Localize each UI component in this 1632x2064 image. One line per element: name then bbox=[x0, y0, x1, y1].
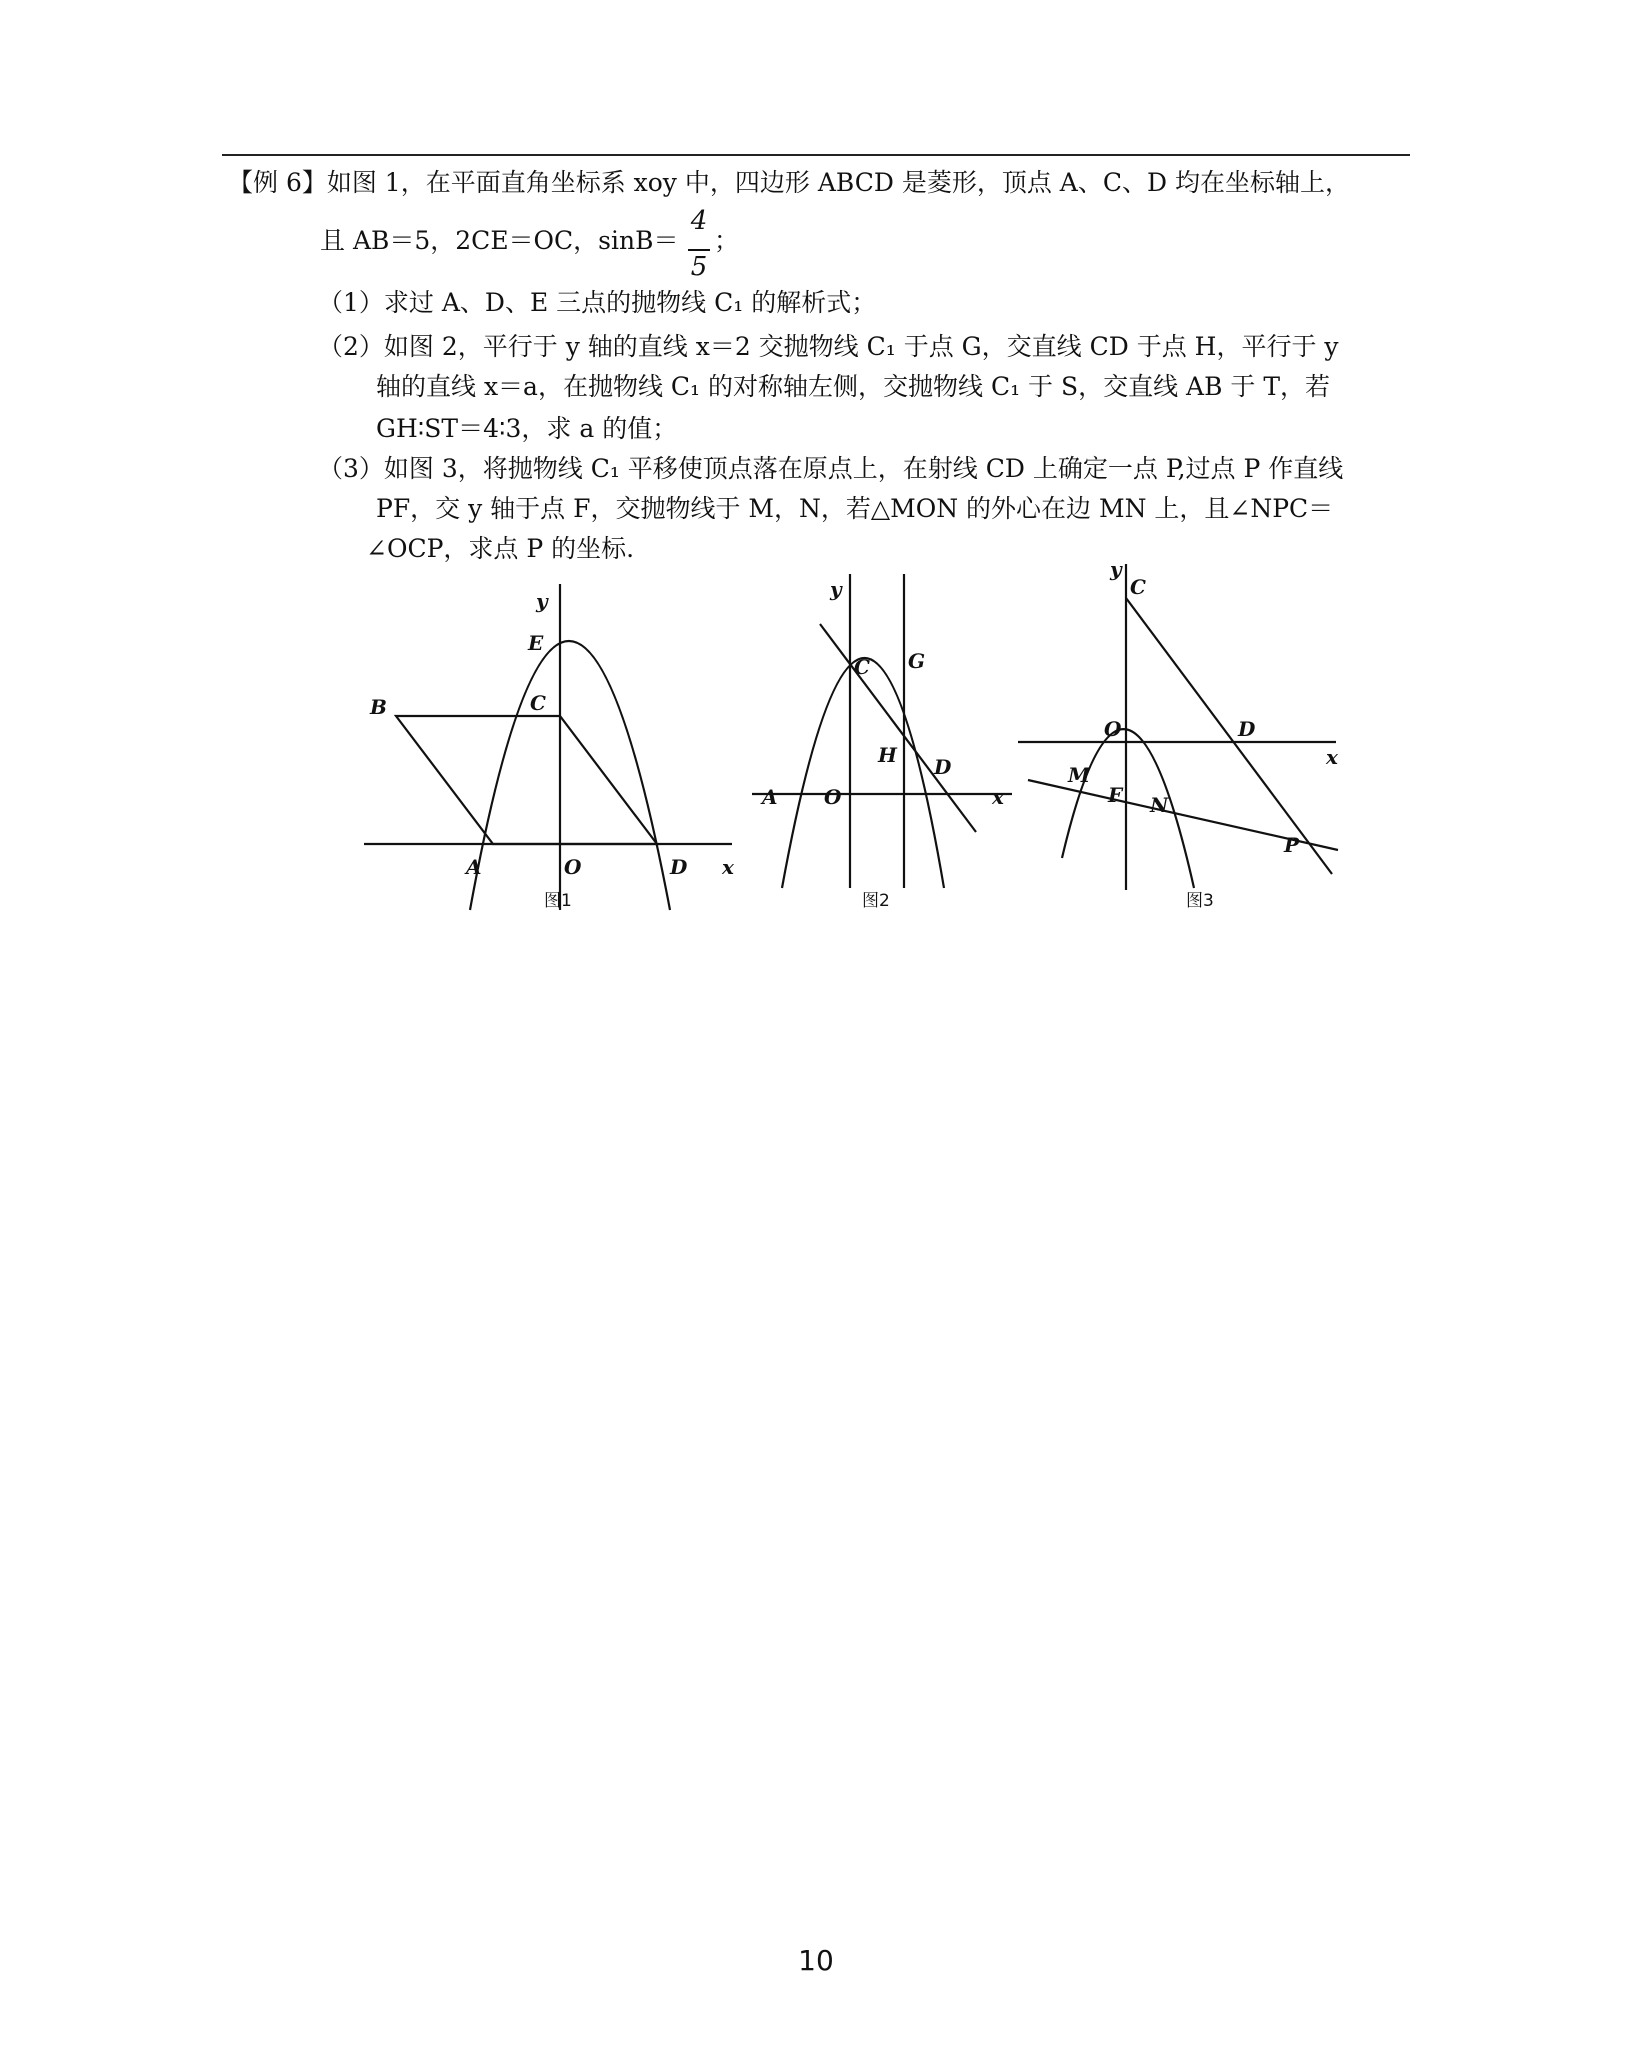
fig3-label-x: x bbox=[1326, 745, 1338, 769]
fig1-label-y: y bbox=[536, 589, 548, 613]
page-number: 10 bbox=[798, 1944, 834, 1977]
fig2-label-C: C bbox=[854, 655, 870, 679]
fig1-label-E: E bbox=[528, 631, 544, 655]
question-3-line3: ∠OCP，求点 P 的坐标. bbox=[366, 534, 635, 563]
fig3-label-M: M bbox=[1068, 763, 1091, 787]
fraction-denominator: 5 bbox=[690, 252, 708, 282]
fig2-parabola bbox=[782, 658, 944, 888]
fig3-label-P: P bbox=[1284, 833, 1300, 857]
fig2-caption: 图2 bbox=[862, 891, 890, 911]
question-2-line3: GH∶ST＝4∶3，求 a 的值； bbox=[376, 414, 678, 443]
intro-line2-end: ； bbox=[714, 226, 740, 255]
fraction-numerator: 4 bbox=[690, 206, 708, 236]
fig2-label-A: A bbox=[762, 785, 778, 809]
figure-3 bbox=[1014, 558, 1346, 920]
fig2-label-G: G bbox=[908, 649, 926, 673]
fig2-label-D: D bbox=[934, 755, 952, 779]
problem-intro-line2 bbox=[320, 224, 679, 258]
fig3-ray-CD bbox=[1126, 598, 1332, 874]
fig2-label-x: x bbox=[992, 785, 1004, 809]
fig1-label-A: A bbox=[466, 855, 482, 879]
fraction-bar bbox=[688, 249, 710, 251]
fig2-line-CD bbox=[820, 624, 976, 832]
fig2-label-O: O bbox=[824, 785, 842, 809]
fig3-label-C: C bbox=[1130, 575, 1146, 599]
fig3-label-D: D bbox=[1238, 717, 1256, 741]
fig1-label-O: O bbox=[564, 855, 582, 879]
figure-1 bbox=[360, 580, 740, 920]
question-3-line1: （3）如图 3，将抛物线 C₁ 平移使顶点落在原点上，在射线 CD 上确定一点 P,过点 P 作直线 bbox=[318, 454, 1344, 483]
fig1-label-C: C bbox=[530, 691, 546, 715]
fig3-label-F: F bbox=[1108, 783, 1123, 807]
fig1-label-B: B bbox=[370, 695, 387, 719]
fig3-label-y: y bbox=[1110, 558, 1122, 581]
question-2-line2: 轴的直线 x＝a，在抛物线 C₁ 的对称轴左侧，交抛物线 C₁ 于 S，交直线 AB 于 T，若 bbox=[376, 372, 1331, 401]
question-3-line2: PF，交 y 轴于点 F，交抛物线于 M，N，若△MON 的外心在边 MN 上，且∠NPC＝ bbox=[376, 494, 1334, 523]
fig3-label-N: N bbox=[1150, 793, 1169, 817]
figure-2 bbox=[748, 570, 1018, 920]
fig2-label-H: H bbox=[878, 743, 897, 767]
fig2-label-y: y bbox=[830, 577, 842, 601]
question-2-line1: （2）如图 2，平行于 y 轴的直线 x＝2 交抛物线 C₁ 于点 G，交直线 CD 于点 H，平行于 y bbox=[318, 332, 1339, 361]
fig3-parabola bbox=[1062, 729, 1194, 888]
fig1-caption: 图1 bbox=[544, 891, 572, 911]
question-1: （1）求过 A、D、E 三点的抛物线 C₁ 的解析式； bbox=[318, 288, 877, 317]
intro-line2-text: 且 AB＝5，2CE＝OC，sinB＝ bbox=[320, 226, 679, 255]
fig1-rhombus bbox=[396, 716, 657, 844]
fig1-label-x: x bbox=[722, 855, 734, 879]
fig3-caption: 图3 bbox=[1186, 891, 1214, 911]
fig3-label-O: O bbox=[1104, 717, 1122, 741]
header-rule bbox=[222, 154, 1410, 156]
problem-intro-line1: 【例 6】如图 1，在平面直角坐标系 xoy 中，四边形 ABCD 是菱形，顶点 A、C、D 均在坐标轴上， bbox=[228, 168, 1350, 197]
fig1-label-D: D bbox=[670, 855, 688, 879]
